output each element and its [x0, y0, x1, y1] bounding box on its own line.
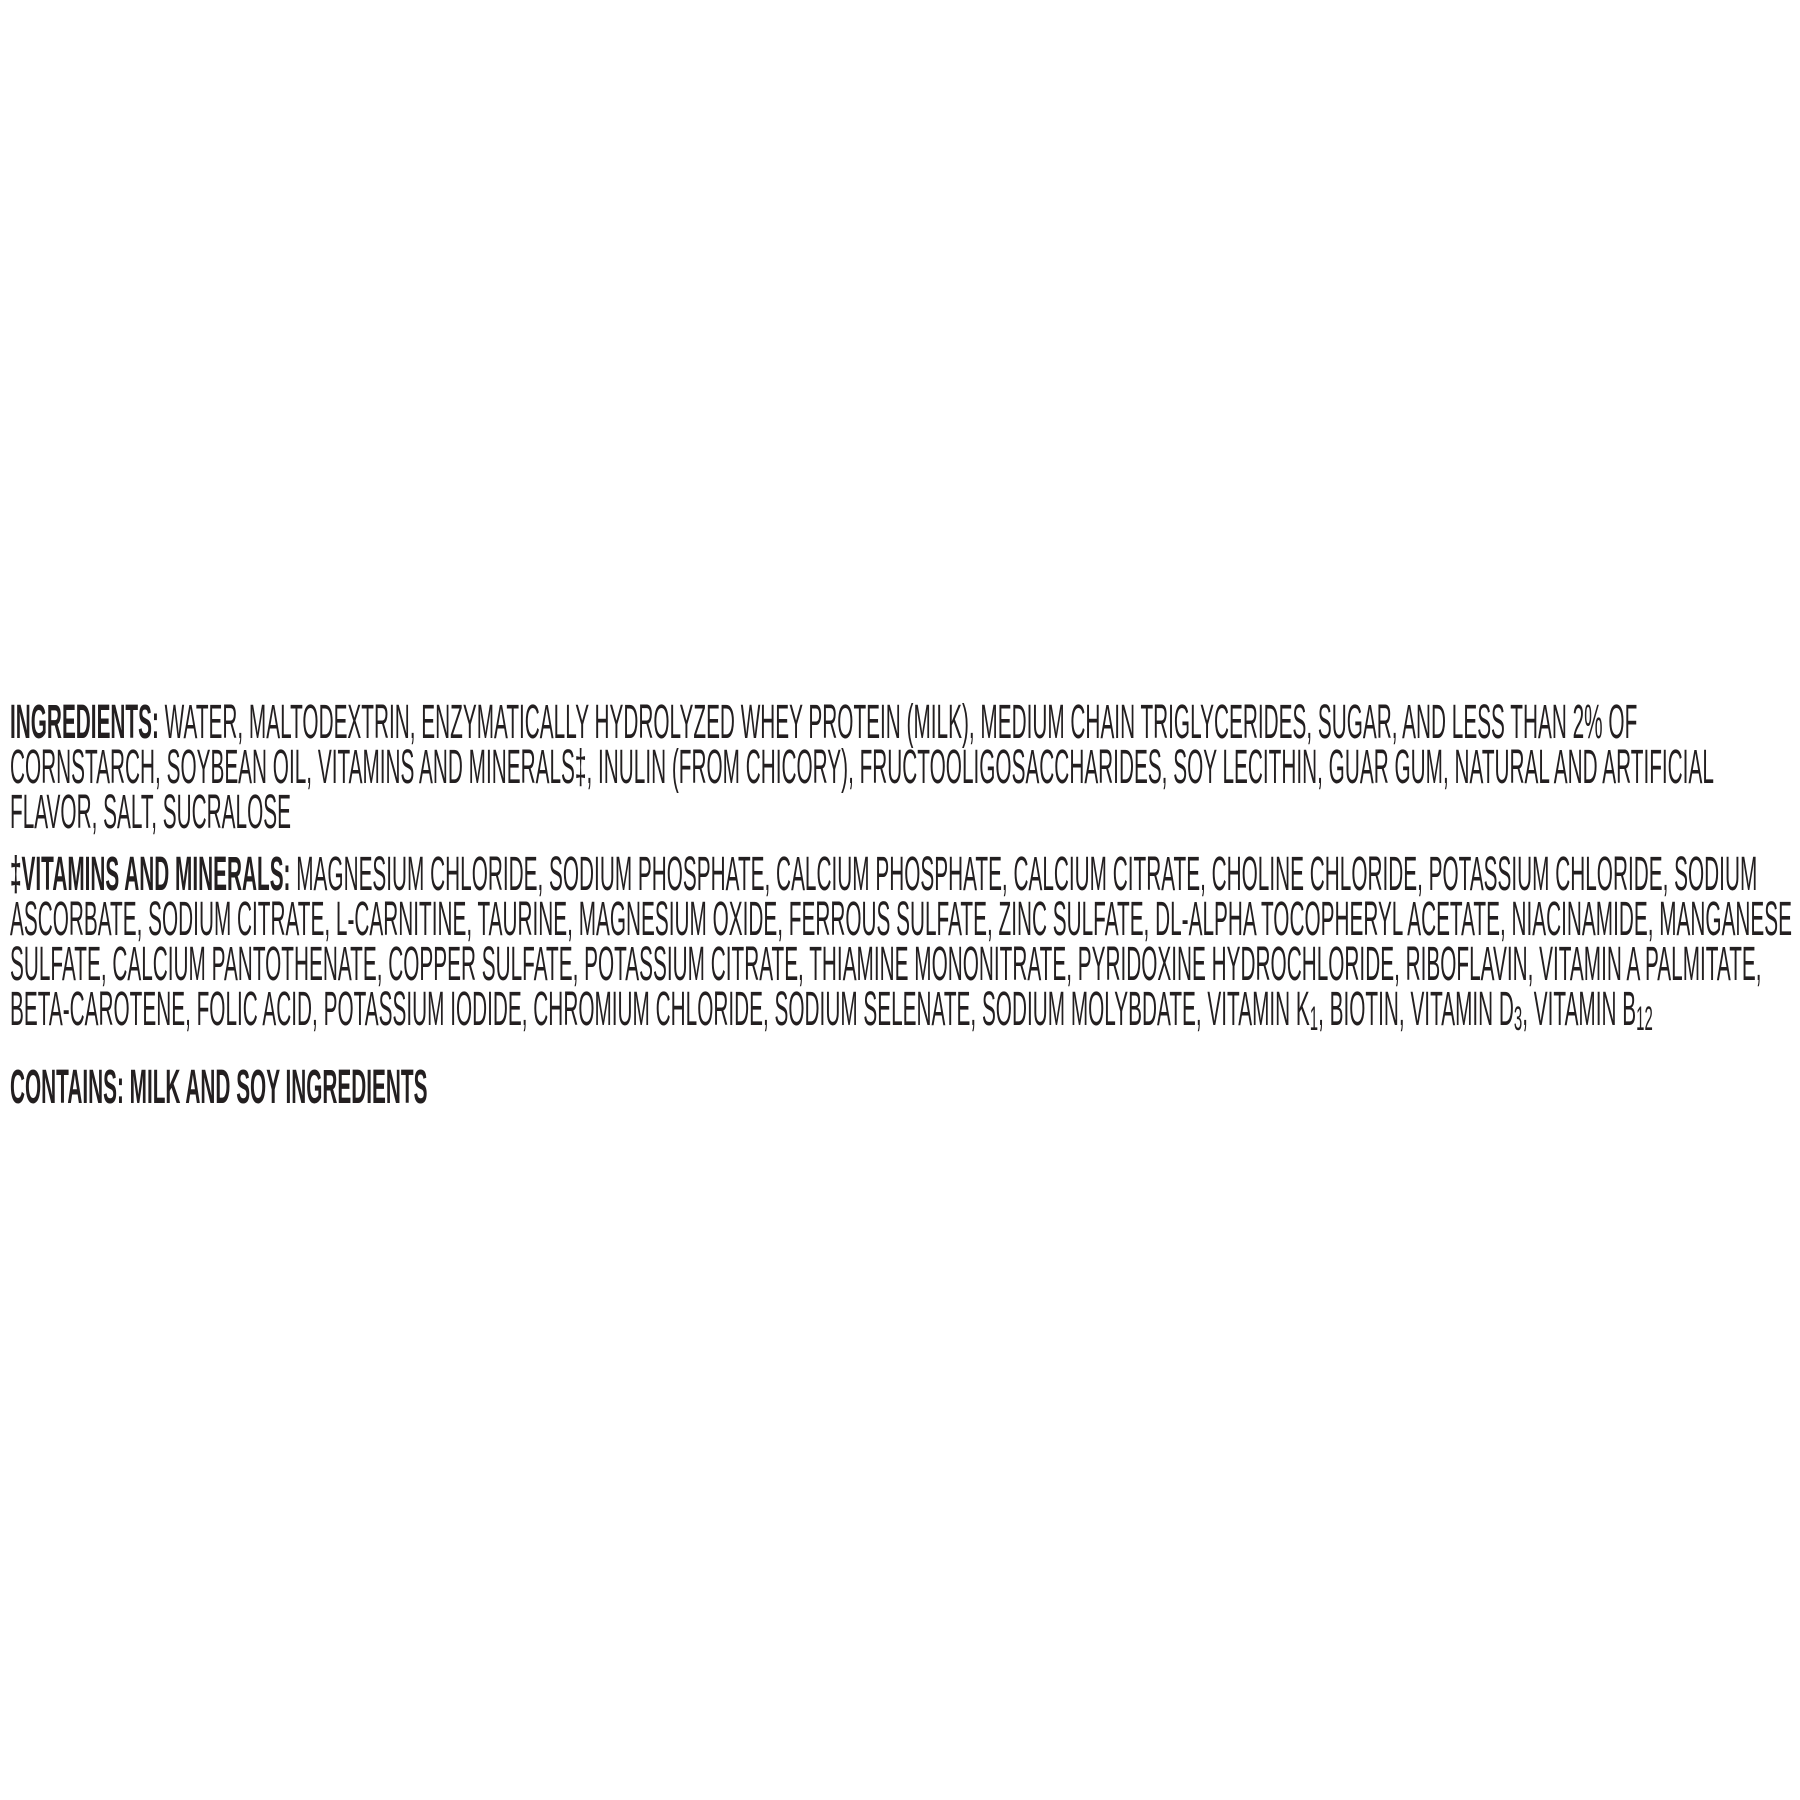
vitamins-minerals-paragraph: [10, 848, 1792, 1042]
vitamins-line-4: [10, 983, 1653, 1042]
vitamin-d-subscript: 3: [1513, 999, 1523, 1038]
vitamins-line-1-text: MAGNESIUM CHLORIDE, SODIUM PHOSPHATE, CALCIUM PHOSPHATE, CALCIUM CITRATE, CHOLINE CHLORIDE, POTASSIUM CHLORIDE, SODIUM: [290, 848, 1758, 901]
vitamin-b-subscript: 12: [1636, 999, 1653, 1038]
vitamins-line-2: ASCORBATE, SODIUM CITRATE, L-CARNITINE, TAURINE, MAGNESIUM OXIDE, FERROUS SULFATE, ZINC SULFATE, DL-ALPHA TOCOPHERYL ACETATE, NIACINAMIDE, MANGANESE: [10, 893, 1792, 946]
ingredients-heading: INGREDIENTS:: [10, 696, 159, 749]
ingredient-label: [10, 696, 1792, 1114]
ingredients-line-1-text: WATER, MALTODEXTRIN, ENZYMATICALLY HYDROLYZED WHEY PROTEIN (MILK), MEDIUM CHAIN TRIGLYCERIDES, SUGAR, AND LESS THAN 2% OF: [158, 696, 1638, 749]
ingredients-line-3: FLAVOR, SALT, SUCRALOSE: [10, 786, 291, 839]
vitamins-line-3: SULFATE, CALCIUM PANTOTHENATE, COPPER SULFATE, POTASSIUM CITRATE, THIAMINE MONONITRATE, PYRIDOXINE HYDROCHLORIDE, RIBOFLAVIN, VITAMIN A PALMITATE,: [10, 938, 1762, 991]
vitamin-k-subscript: 1: [1309, 999, 1319, 1038]
contains-statement: CONTAINS: MILK AND SOY INGREDIENTS: [10, 1060, 428, 1114]
ingredients-line-1: [10, 696, 1638, 749]
vitamins-line-4-text-a: BETA-CAROTENE, FOLIC ACID, POTASSIUM IODIDE, CHROMIUM CHLORIDE, SODIUM SELENATE, SODIUM MOLYBDATE, VITAMIN K: [10, 983, 1310, 1036]
contains-paragraph: [10, 1060, 1792, 1114]
vitamins-minerals-heading: ‡VITAMINS AND MINERALS:: [10, 848, 291, 901]
vitamins-line-1: [10, 848, 1758, 901]
vitamins-line-4-text-b: , BIOTIN, VITAMIN D: [1318, 983, 1514, 1036]
vitamins-line-4-text-c: , VITAMIN B: [1522, 983, 1637, 1036]
ingredients-line-2: CORNSTARCH, SOYBEAN OIL, VITAMINS AND MINERALS‡, INULIN (FROM CHICORY), FRUCTOOLIGOSACCHARIDES, SOY LECITHIN, GUAR GUM, NATURAL AND ARTIFICIAL: [10, 741, 1714, 794]
ingredients-paragraph: [10, 696, 1792, 839]
